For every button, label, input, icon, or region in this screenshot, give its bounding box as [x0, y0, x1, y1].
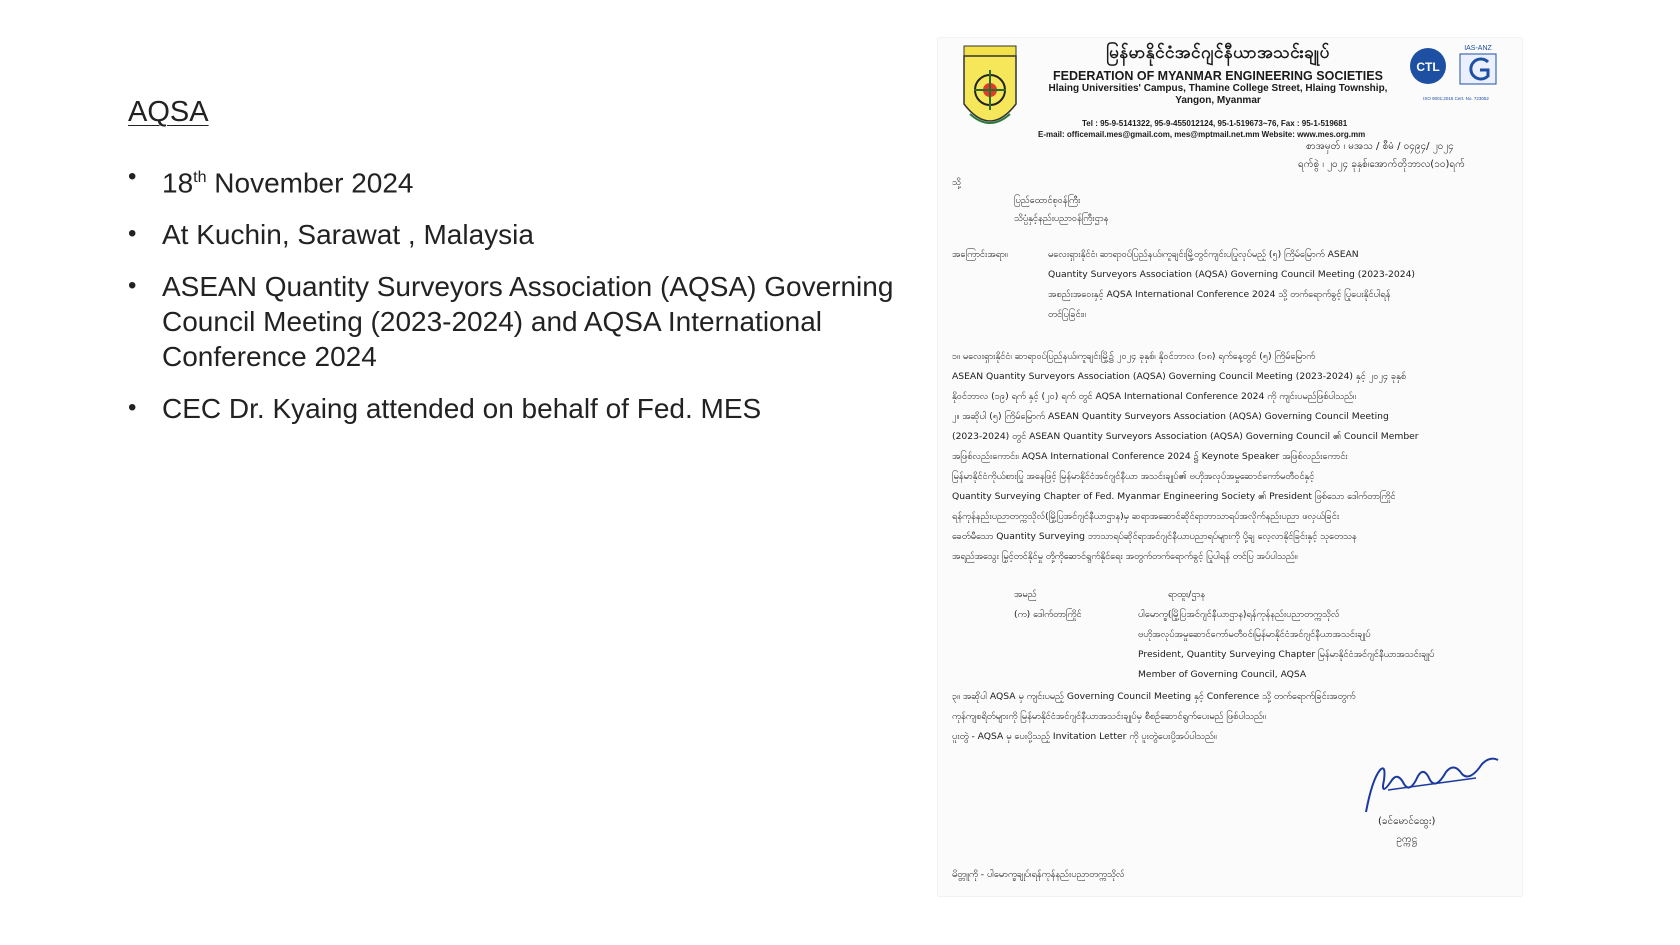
- body-line: အဖြစ်လည်းကောင်း၊ AQSA International Conference 2024 ၌ Keynote Speaker အဖြစ်လည်းကောင်း: [952, 451, 1348, 462]
- bullet-list: [128, 160, 908, 443]
- recipient-line: ပြည်ထောင်စုဝန်ကြီး: [1014, 195, 1081, 206]
- certification-badge-icon: [1408, 42, 1504, 104]
- letterhead: မြန်မာနိုင်ငံအင်ဂျင်နီယာအသင်းချုပ် FEDERATION OF MYANMAR ENGINEERING SOCIETIES Hlaing Universities' Campus, Thamine College Street, Hlaing Township, Yangon, Myanmar: [1048, 43, 1388, 106]
- svg-text:IAS-ANZ: IAS-ANZ: [1464, 45, 1492, 52]
- nominee-position: President, Quantity Surveying Chapter မြန်မာနိုင်ငံအင်ဂျင်နီယာအသင်းချုပ်: [1138, 649, 1435, 660]
- recipient-line: သိပ္ပံနှင့်နည်းပညာဝန်ကြီးဌာန: [1014, 213, 1109, 224]
- body-line: (2023-2024) တွင် ASEAN Quantity Surveyors Association (AQSA) Governing Council ၏ Council Member: [952, 431, 1419, 442]
- subject-line: Quantity Surveyors Association (AQSA) Governing Council Meeting (2023-2024): [1048, 269, 1416, 280]
- body-line: အရည်အသွေး မြှင့်တင်နိုင်မှု တို့ကိုဆောင်ရွက်နိုင်ရေး အတွက်တက်ရောက်ခွင့် ပြုပါရန် တင်ပြ အပ်ပါသည်။: [952, 551, 1298, 562]
- bullet-event: • ASEAN Quantity Surveyors Association (AQSA) Governing Council Meeting (2023-2024) and AQSA International Conference 2024: [128, 271, 894, 373]
- body-line: ၂။ အဆိုပါ (၅) ကြိမ်မြောက် ASEAN Quantity Surveyors Association (AQSA) Governing Council Meeting: [952, 411, 1389, 422]
- body-line: Quantity Surveying Chapter of Fed. Myanmar Engineering Society ၏ President ဖြစ်သော ဒေါက်တာကြိုင်: [952, 491, 1396, 502]
- signer-block: (ခင်မောင်ထွေး) ဥက္ကဋ္ဌ: [1378, 816, 1436, 845]
- to-label: သို့: [952, 177, 961, 188]
- nominee-position: ပါမောက္ခ(မြို့ပြအင်ဂျင်နီယာဌာန)ရန်ကုန်နည်းပညာတက္ကသိုလ်: [1138, 609, 1340, 620]
- slide-title: AQSA: [128, 96, 209, 128]
- body-line: ၃။ အဆိုပါ AQSA မှ ကျင်းပမည့် Governing Council Meeting နှင့် Conference သို့ တက်ရောက်ခြင်းအတွက်: [952, 691, 1356, 702]
- nominee-position: ဗဟိုအလုပ်အမှုဆောင်ကော်မတီဝင်၊မြန်မာနိုင်ငံအင်ဂျင်နီယာအသင်းချုပ်: [1138, 629, 1371, 640]
- body-line: ASEAN Quantity Surveyors Association (AQSA) Governing Council Meeting (2023-2024) နှင့် ၂၀၂၄ ခုနှစ်: [952, 371, 1407, 382]
- subject-line: တင်ပြခြင်း။: [1048, 309, 1086, 320]
- body-line: နိုဝင်ဘာလ (၁၉) ရက် နှင့် (၂၀) ရက် တွင် AQSA International Conference 2024 ကို ကျင်းပမည်ဖြစ်ပါသည်။: [952, 391, 1356, 402]
- body-line: ကုန်ကျစရိတ်များကို မြန်မာနိုင်ငံအင်ဂျင်နီယာအသင်းချုပ်မှ စီစဉ်ဆောင်ရွက်ပေးမည် ဖြစ်ပါသည်။: [952, 711, 1266, 722]
- contact-info: Tel : 95-9-5141322, 95-9-455012124, 95-1-519673~76, Fax : 95-1-519681 E-mail: officemail.mes@gmail.com, mes@mptmail.net.mm Website: www.mes.org.mm: [1038, 119, 1366, 139]
- svg-text:CTL: CTL: [1416, 60, 1440, 74]
- nominee-position: Member of Governing Council, AQSA: [1138, 669, 1307, 680]
- name-label: အမည်: [1014, 589, 1037, 600]
- body-line: မြန်မာနိုင်ငံကိုယ်စားပြု အနေဖြင့် မြန်မာနိုင်ငံအင်ဂျင်နီယာ အသင်းချုပ်၏ ဗဟိုအလုပ်အမှုဆောင်ကော်မတီဝင်နှင့်: [952, 471, 1315, 482]
- copy-line: မိတ္တူကို - ပါမောက္ခချုပ်၊ရန်ကုန်နည်းပညာတက္ကသိုလ်: [952, 869, 1125, 880]
- nominee-name: (က) ဒေါက်တာကြိုင်: [1014, 609, 1082, 620]
- reference-block: စာအမှတ် ၊ မအသ / စီမံ / ၀၄၉၄/ ၂၀၂၄ ရက်စွဲ ၊ ၂၀၂၄ ခုနှစ်၊အောက်တိုဘာလ(၁၀)ရက်: [1298, 141, 1465, 170]
- bullet-date: • 18th November 2024: [128, 163, 414, 199]
- fmes-logo-icon: [958, 44, 1022, 140]
- subject-label: အကြောင်းအရာ။: [952, 249, 1008, 260]
- position-label: ရာထူး/ဌာန: [1168, 589, 1205, 600]
- signature-icon: [1358, 750, 1508, 820]
- body-line: ရန်ကုန်နည်းပညာတက္ကသိုလ်(မြို့ပြအင်ဂျင်နီယာဌာန)မှ ဆရာအဆောင်ဆိုင်ရာဘာသာရပ်အလိုက်နည်းပညာ ဖလှယ်ခြင်း: [952, 511, 1340, 522]
- body-line: ပူးတွဲ - AQSA မှ ပေးပို့သည့် Invitation Letter ကို ပူးတွဲပေးပို့အပ်ပါသည်။: [952, 731, 1217, 742]
- svg-text:ISO 9001:2015 Cert. No. 723052: ISO 9001:2015 Cert. No. 723052: [1423, 96, 1489, 101]
- subject-line: အစည်းအဝေးနှင့် AQSA International Conference 2024 သို့ တက်ရောက်ခွင့် ပြုပေးနိုင်ပါရန်: [1048, 289, 1391, 300]
- letter-image: [938, 38, 1522, 896]
- body-line: ခေတ်မီသော Quantity Surveying ဘာသာရပ်ဆိုင်ရာအင်ဂျင်နီယာပညာရပ်များကို ပို့ချ လေ့လာနိုင်ခြင်းနှင့် သုတေသန: [952, 531, 1357, 542]
- subject-line: မလေးရှားနိုင်ငံ၊ ဆာရာဝပ်ပြည်နယ်၊ကူချင်းမြို့တွင်ကျင်းပပြုလုပ်မည့် (၅) ကြိမ်မြောက် ASEAN: [1048, 249, 1359, 260]
- bullet-attendee: • CEC Dr. Kyaing attended on behalf of Fed. MES: [128, 393, 762, 425]
- bullet-location: • At Kuchin, Sarawat , Malaysia: [128, 219, 534, 251]
- body-line: ၁။ မလေးရှားနိုင်ငံ၊ ဆာရာဝပ်ပြည်နယ်၊ကူချင်းမြို့၌ ၂၀၂၄ ခုနှစ်၊ နိုဝင်ဘာလ (၁၈) ရက်နေ့တွင် (၅) ကြိမ်မြောက်: [952, 351, 1316, 362]
